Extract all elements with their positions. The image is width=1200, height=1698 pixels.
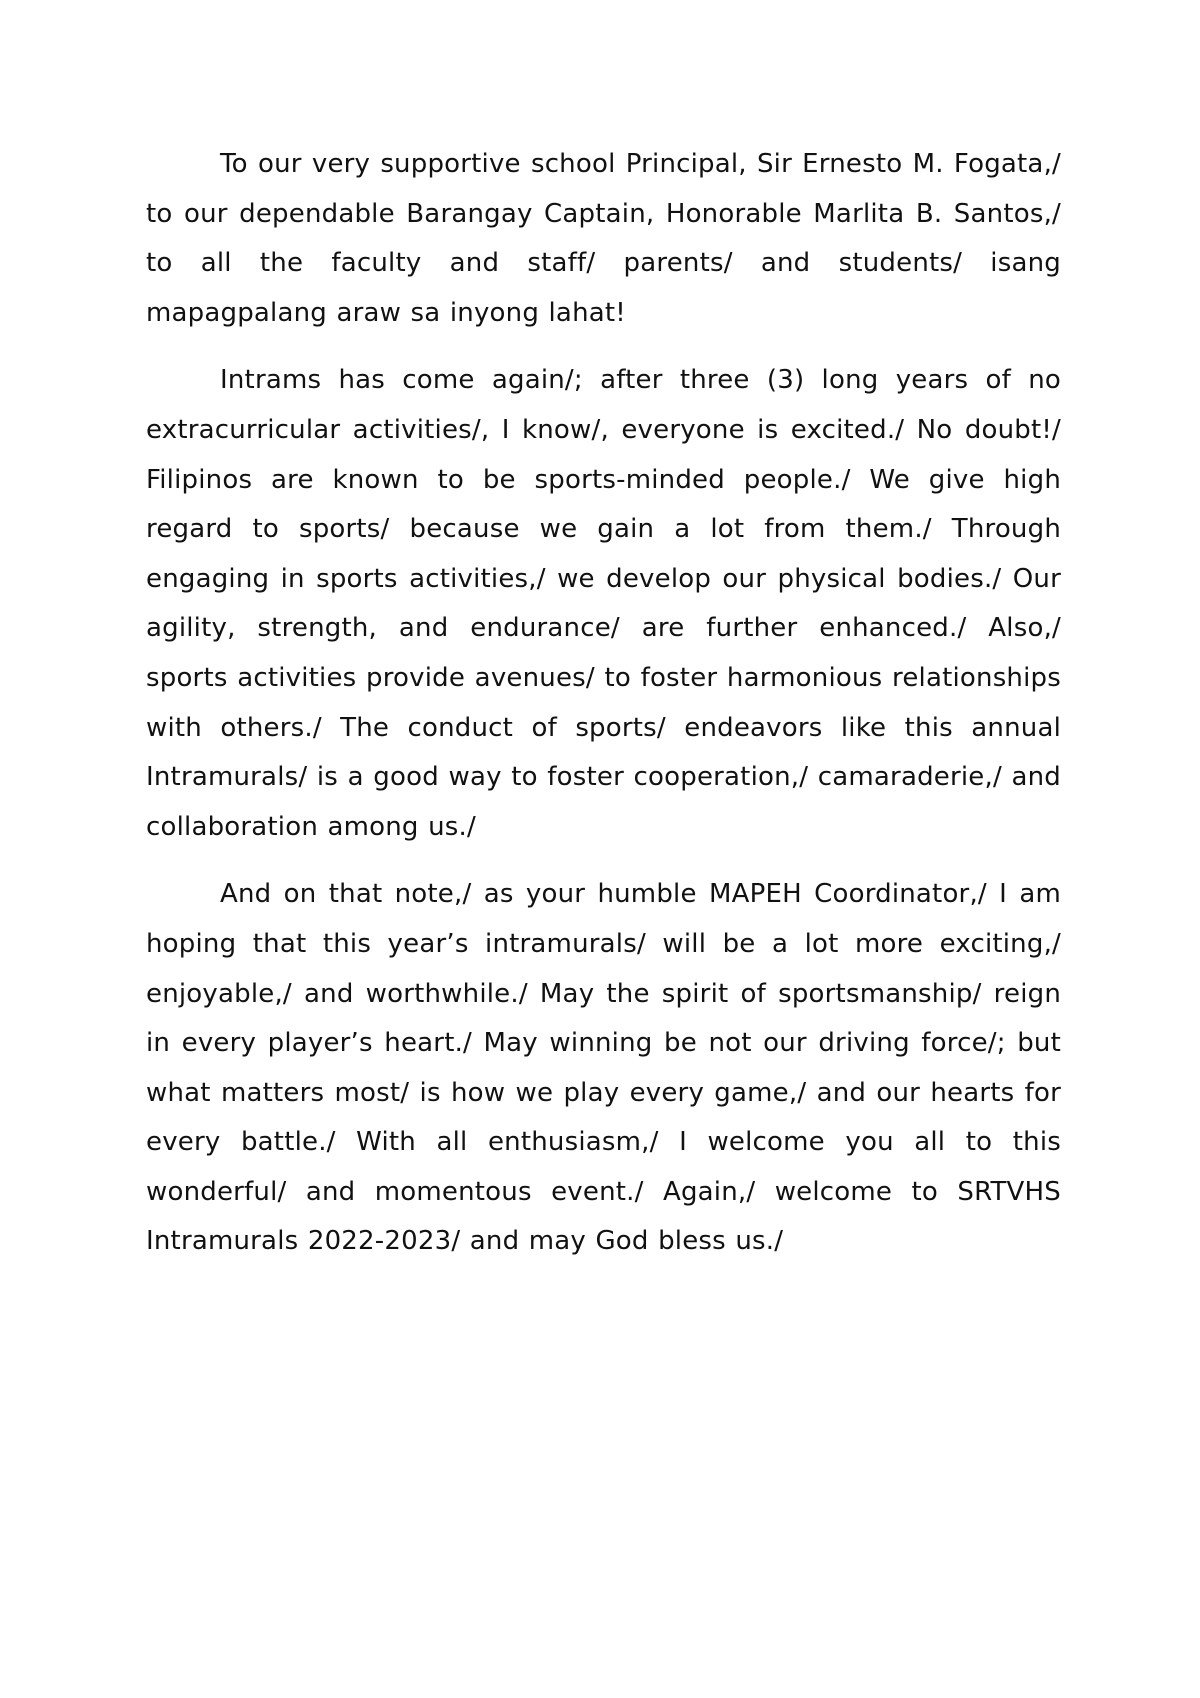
closing-paragraph: And on that note,/ as your humble MAPEH Coordinator,/ I am hoping that this year’s intramurals/ will be a lot more exciting,/ enjoyable,/ and worthwhile./ May the spirit of sportsmanship/ reign in every player’s heart./ May winning be not our driving force/; but what matters most/ is how we play every game,/ and our hearts for every battle./ With all enthusiasm,/ I welcome you all to this wonderful/ and momentous event./ Again,/ welcome to SRTVHS Intramurals 2022-2023/ and may God bless us./: [146, 879, 1061, 1257]
greeting-paragraph: To our very supportive school Principal, Sir Ernesto M. Fogata,/ to our dependable Barangay Captain, Honorable Marlita B. Santos,/ to all the faculty and staff/ parents/ and students/ isang mapagpalang araw sa inyong lahat!: [146, 149, 1061, 328]
intrams-paragraph: Intrams has come again/; after three (3) long years of no extracurricular activities/, I know/, everyone is excited./ No doubt!/ Filipinos are known to be sports-minded people./ We give high regard to sports/ because we gain a lot from them./ Through engaging in sports activities,/ we develop our physical bodies./ Our agility, strength, and endurance/ are further enhanced./ Also,/ sports activities provide avenues/ to foster harmonious relationships with others./ The conduct of sports/ endeavors like this annual Intramurals/ is a good way to foster cooperation,/ camaraderie,/ and collaboration among us./: [146, 365, 1061, 842]
speech-body: [146, 140, 1061, 1285]
